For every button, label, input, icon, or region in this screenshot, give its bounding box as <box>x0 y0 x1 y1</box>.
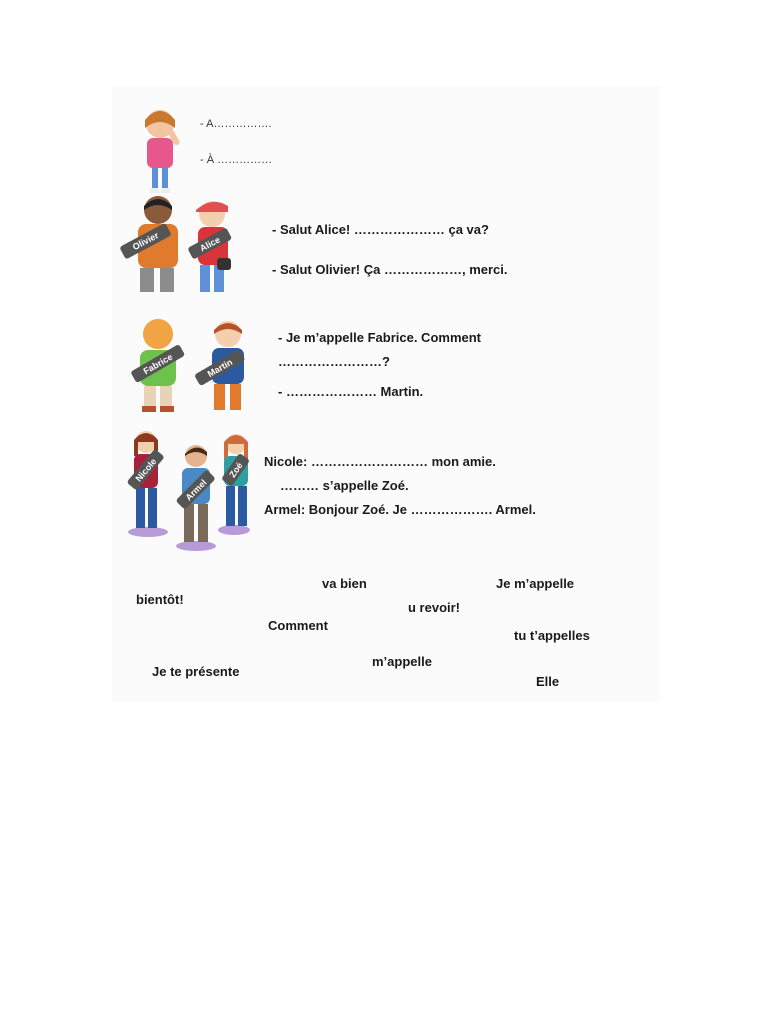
dialogue-armel-line: Armel: Bonjour Zoé. Je ………………. Armel. <box>264 502 536 517</box>
dialogue-martin-line: - ………………… Martin. <box>278 384 424 399</box>
fabrice-martin-illustration <box>118 314 254 414</box>
dialogue-zoe-line: ……… s’appelle Zoé. <box>280 478 409 493</box>
olivier-alice-illustration <box>112 192 244 296</box>
word-bank-item: Elle <box>536 674 560 689</box>
name-tag-olivier: Olivier <box>130 230 161 253</box>
greeting-line-2: - À …………… <box>200 154 273 166</box>
word-bank-item: u revoir! <box>408 600 461 615</box>
word-bank-item: Je te présente <box>152 664 240 679</box>
worksheet <box>112 86 660 702</box>
nicole-armel-zoe-illustration <box>124 426 264 554</box>
name-tag-martin: Martin <box>205 356 235 380</box>
name-tag-fabrice: Fabrice <box>141 351 175 377</box>
name-tag-alice: Alice <box>198 234 222 254</box>
word-bank-item: tu t’appelles <box>514 628 590 643</box>
dialogue-fabrice-line: - Je m’appelle Fabrice. Comment <box>278 330 482 345</box>
dialogue-alice-line: - Salut Olivier! Ça ………………, merci. <box>272 262 508 277</box>
word-bank-item: m’appelle <box>372 654 432 669</box>
word-bank-item: bientôt! <box>136 592 184 607</box>
dialogue-fabrice-blank: ……………………? <box>278 354 390 369</box>
name-tag-nicole: Nicole <box>133 456 159 484</box>
word-bank-item: Comment <box>268 618 328 633</box>
dialogue-olivier-line: - Salut Alice! ………………… ça va? <box>272 222 489 237</box>
name-tag-zoe: Zoé <box>227 460 245 480</box>
greeting-line-1: - A……………. <box>200 118 272 130</box>
name-tag-armel: Armel <box>183 477 209 503</box>
girl-waving-illustration <box>130 102 190 198</box>
dialogue-nicole-line: Nicole: ……………………… mon amie. <box>264 454 496 469</box>
word-bank-item: va bien <box>322 576 367 591</box>
word-bank-item: Je m’appelle <box>496 576 575 591</box>
